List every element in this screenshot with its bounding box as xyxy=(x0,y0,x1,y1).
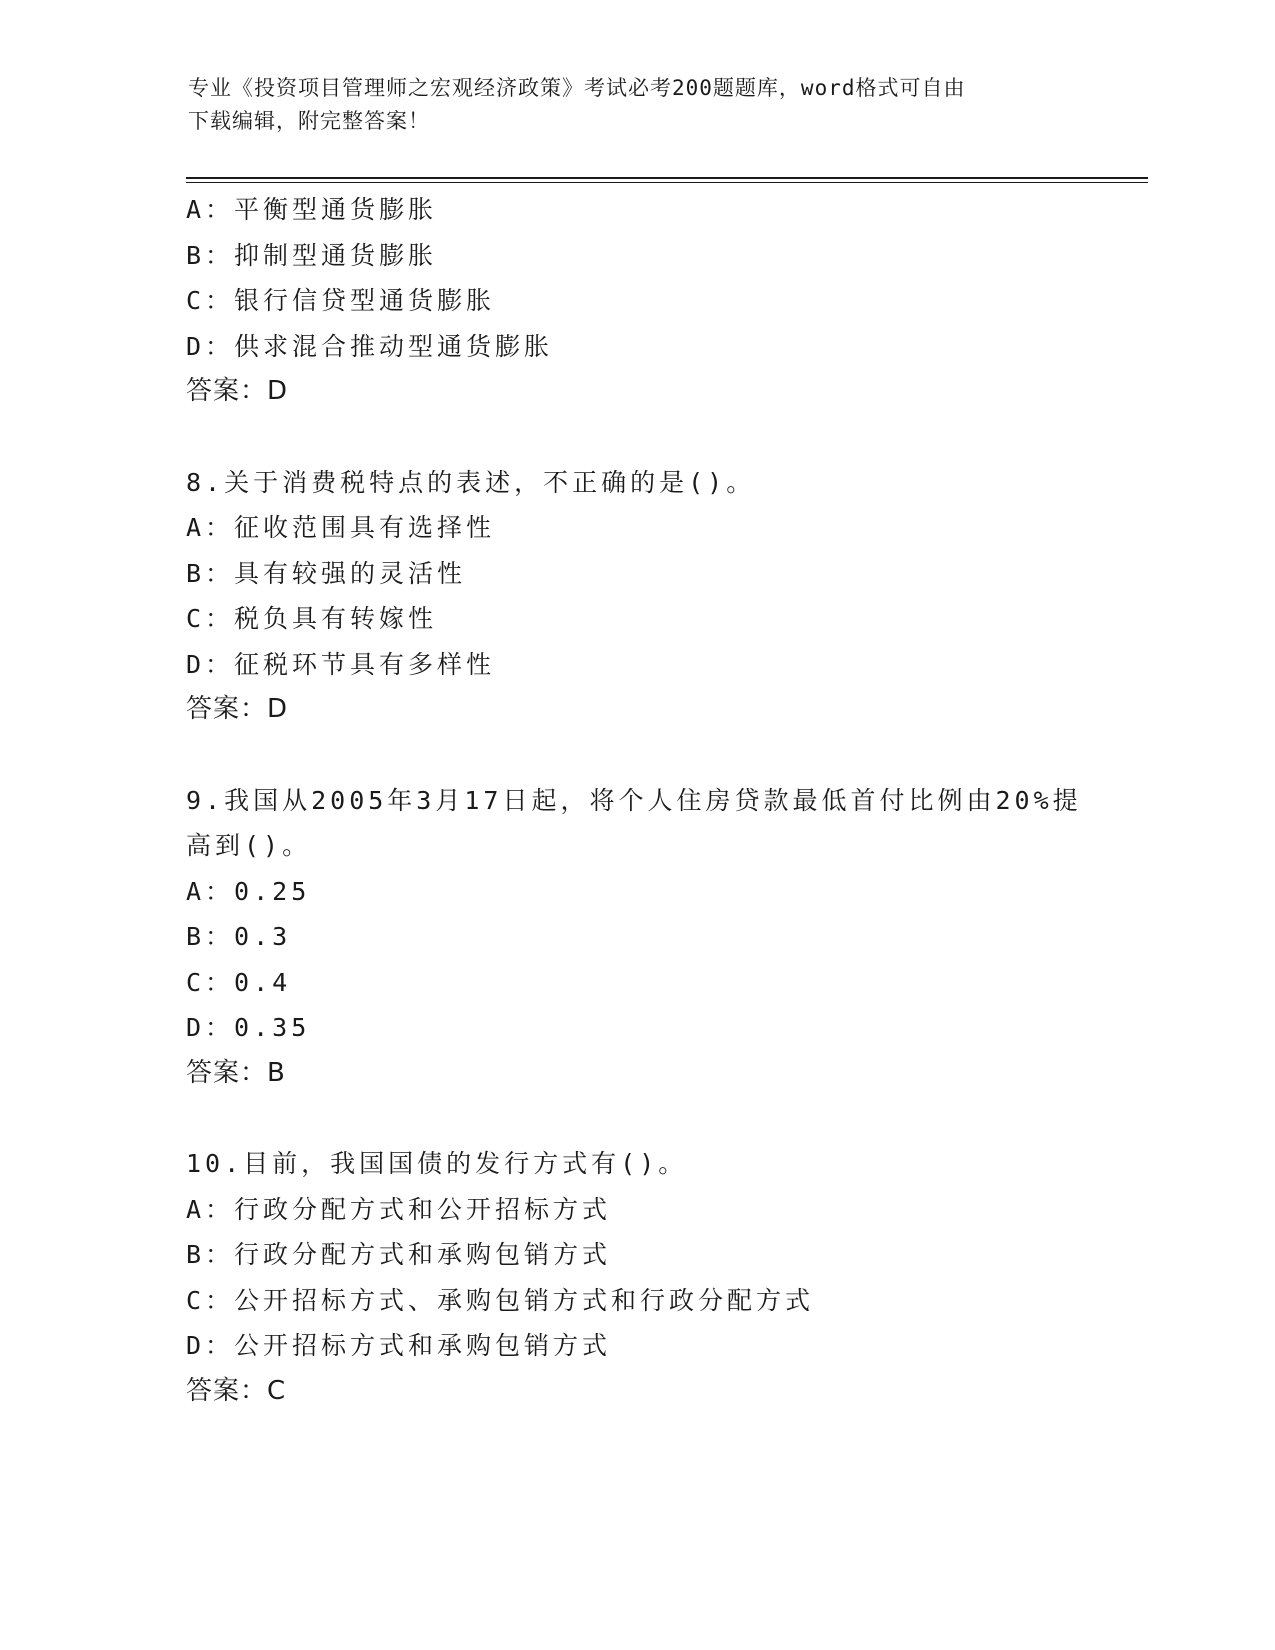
spacer xyxy=(186,733,1086,778)
answer-text: 答案：D xyxy=(186,694,289,724)
option-c: C：税负具有转嫁性 xyxy=(186,604,438,633)
option-a: A：征收范围具有选择性 xyxy=(186,513,496,542)
question-title-line-2: 高到()。 xyxy=(186,831,312,860)
option-a: A：0.25 xyxy=(186,876,311,906)
answer-text: 答案：D xyxy=(186,376,289,406)
answer-text: 答案：C xyxy=(186,1375,287,1406)
header-divider-thin xyxy=(186,182,1148,183)
option-b: B：行政分配方式和承购包销方式 xyxy=(186,1240,612,1269)
option-d: D：征税环节具有多样性 xyxy=(186,649,496,679)
option-c: C：银行信贷型通货膨胀 xyxy=(186,286,496,315)
option-c: C：公开招标方式、承购包销方式和行政分配方式 xyxy=(186,1285,815,1315)
option-b: B：0.3 xyxy=(186,922,292,951)
document-header xyxy=(188,72,1078,138)
option-b: B：具有较强的灵活性 xyxy=(186,558,467,588)
spacer xyxy=(186,415,1086,460)
header-divider-thick xyxy=(186,177,1148,179)
option-a: A：平衡型通货膨胀 xyxy=(186,195,438,224)
answer-text: 答案：B xyxy=(186,1057,286,1088)
option-d: D：0.35 xyxy=(186,1013,311,1042)
header-line-1: 专业《投资项目管理师之宏观经济政策》考试必考200题题库，word格式可自由 xyxy=(188,76,966,100)
option-c: C：0.4 xyxy=(186,967,292,997)
header-line-2: 下载编辑，附完整答案！ xyxy=(188,109,430,133)
question-title: 8.关于消费税特点的表述，不正确的是()。 xyxy=(186,467,756,497)
question-title: 10.目前，我国国债的发行方式有()。 xyxy=(186,1149,688,1178)
spacer xyxy=(186,1096,1086,1141)
option-d: D：供求混合推动型通货膨胀 xyxy=(186,331,554,361)
question-10 xyxy=(186,1141,1086,1414)
question-list xyxy=(186,187,1086,1414)
question-8 xyxy=(186,460,1086,733)
option-d: D：公开招标方式和承购包销方式 xyxy=(186,1331,612,1360)
question-title-line-1: 9.我国从2005年3月17日起，将个人住房贷款最低首付比例由20%提 xyxy=(186,785,1082,815)
question-9 xyxy=(186,778,1086,1097)
option-b: B：抑制型通货膨胀 xyxy=(186,240,438,270)
option-a: A：行政分配方式和公开招标方式 xyxy=(186,1194,612,1224)
question-7 xyxy=(186,187,1086,415)
